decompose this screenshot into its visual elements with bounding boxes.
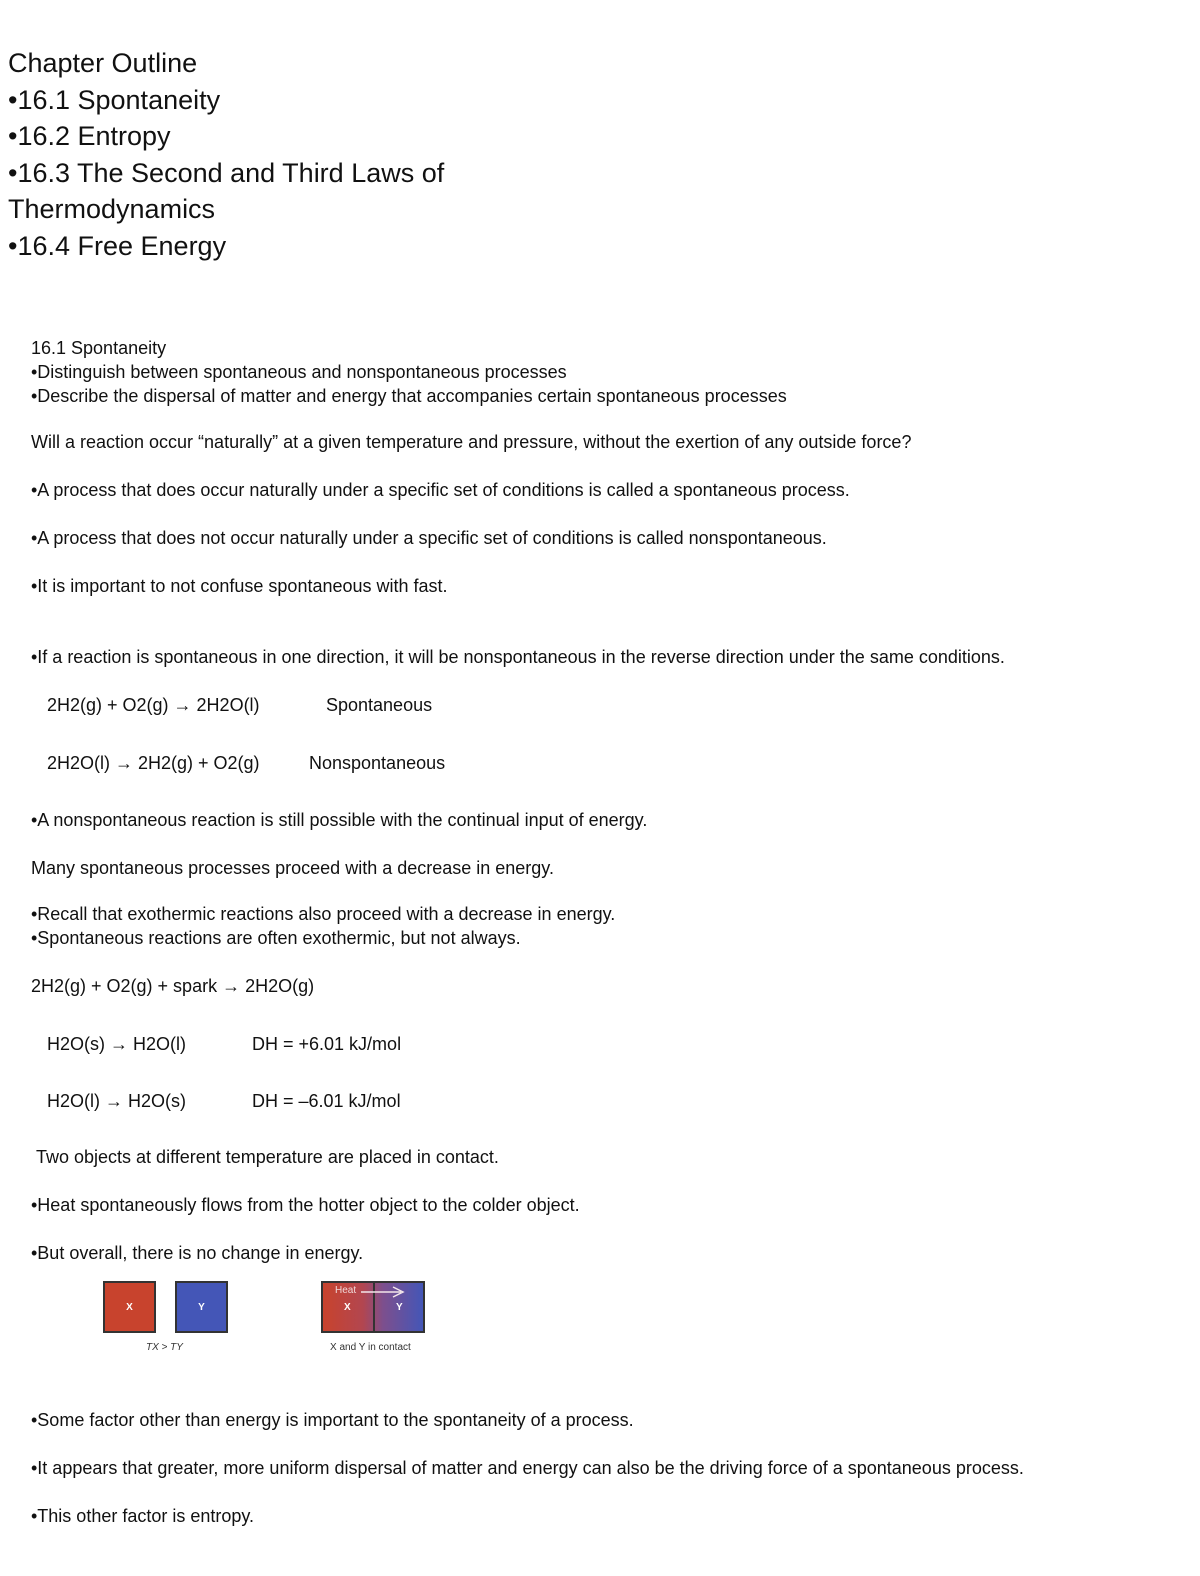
entropy-note: •This other factor is entropy. (31, 1506, 255, 1526)
equation-water-formation: 2H2(g) + O2(g) → 2H2O(l) (47, 695, 260, 715)
equation-water-decomposition: 2H2O(l) → 2H2(g) + O2(g) (47, 753, 260, 773)
reverse-direction-note: •If a reaction is spontaneous in one direction, it will be nonspontaneous in the reverse direction under the same conditions. (31, 647, 1005, 667)
heat-arrow-icon (359, 1286, 409, 1298)
contact-x-label: X (344, 1302, 351, 1313)
energy-input-note: •A nonspontaneous reaction is still possible with the continual input of energy. (31, 810, 648, 830)
outline-title: Chapter Outline (8, 48, 198, 78)
objective-distinguish: •Distinguish between spontaneous and nonspontaneous processes (31, 362, 567, 382)
objects-in-contact (321, 1281, 425, 1333)
hot-object-x (103, 1281, 156, 1333)
fast-note: •It is important to not confuse spontaneous with fast. (31, 576, 448, 596)
often-exothermic-note: •Spontaneous reactions are often exothermic, but not always. (31, 928, 521, 948)
exothermic-note: •Recall that exothermic reactions also proceed with a decrease in energy. (31, 904, 616, 924)
contact-caption: X and Y in contact (330, 1342, 411, 1353)
enthalpy-melting: DH = +6.01 kJ/mol (252, 1034, 402, 1054)
temperature-caption: TX > TY (146, 1342, 183, 1353)
spontaneous-definition: •A process that does occur naturally under a specific set of conditions is called a spontaneous process. (31, 480, 850, 500)
cold-object-y (175, 1281, 228, 1333)
equation-label-nonspontaneous: Nonspontaneous (309, 753, 446, 773)
equation-spark: 2H2(g) + O2(g) + spark → 2H2O(g) (31, 976, 315, 996)
heat-label: Heat (335, 1285, 357, 1296)
contact-paragraph: Two objects at different temperature are placed in contact. (36, 1147, 499, 1167)
objective-describe: •Describe the dispersal of matter and energy that accompanies certain spontaneous processes (31, 386, 787, 406)
enthalpy-freezing: DH = –6.01 kJ/mol (252, 1091, 401, 1111)
outline-item-16-4: •16.4 Free Energy (8, 231, 227, 261)
equation-label-spontaneous: Spontaneous (326, 695, 433, 715)
dispersal-note: •It appears that greater, more uniform dispersal of matter and energy can also be the driving force of a spontaneous process. (31, 1458, 1024, 1478)
energy-decrease-paragraph: Many spontaneous processes proceed with a decrease in energy. (31, 858, 554, 878)
equation-melting: H2O(s) → H2O(l) (47, 1034, 186, 1054)
hot-object-label: X (126, 1301, 133, 1313)
nonspontaneous-definition: •A process that does not occur naturally under a specific set of conditions is called nonspontaneous. (31, 528, 827, 548)
equation-freezing: H2O(l) → H2O(s) (47, 1091, 186, 1111)
contact-y-label: Y (396, 1302, 403, 1313)
outline-item-16-3: •16.3 The Second and Third Laws of (8, 158, 445, 188)
outline-item-16-2: •16.2 Entropy (8, 121, 171, 151)
outline-item-16-3-continued: Thermodynamics (8, 194, 216, 224)
cold-object-label: Y (198, 1301, 205, 1313)
heat-flow-note: •Heat spontaneously flows from the hotter object to the colder object. (31, 1195, 580, 1215)
section-heading: 16.1 Spontaneity (31, 338, 167, 358)
no-energy-change-note: •But overall, there is no change in energy. (31, 1243, 364, 1263)
question-paragraph: Will a reaction occur “naturally” at a given temperature and pressure, without the exertion of any outside force? (31, 432, 912, 452)
other-factor-note: •Some factor other than energy is important to the spontaneity of a process. (31, 1410, 634, 1430)
outline-item-16-1: •16.1 Spontaneity (8, 85, 221, 115)
